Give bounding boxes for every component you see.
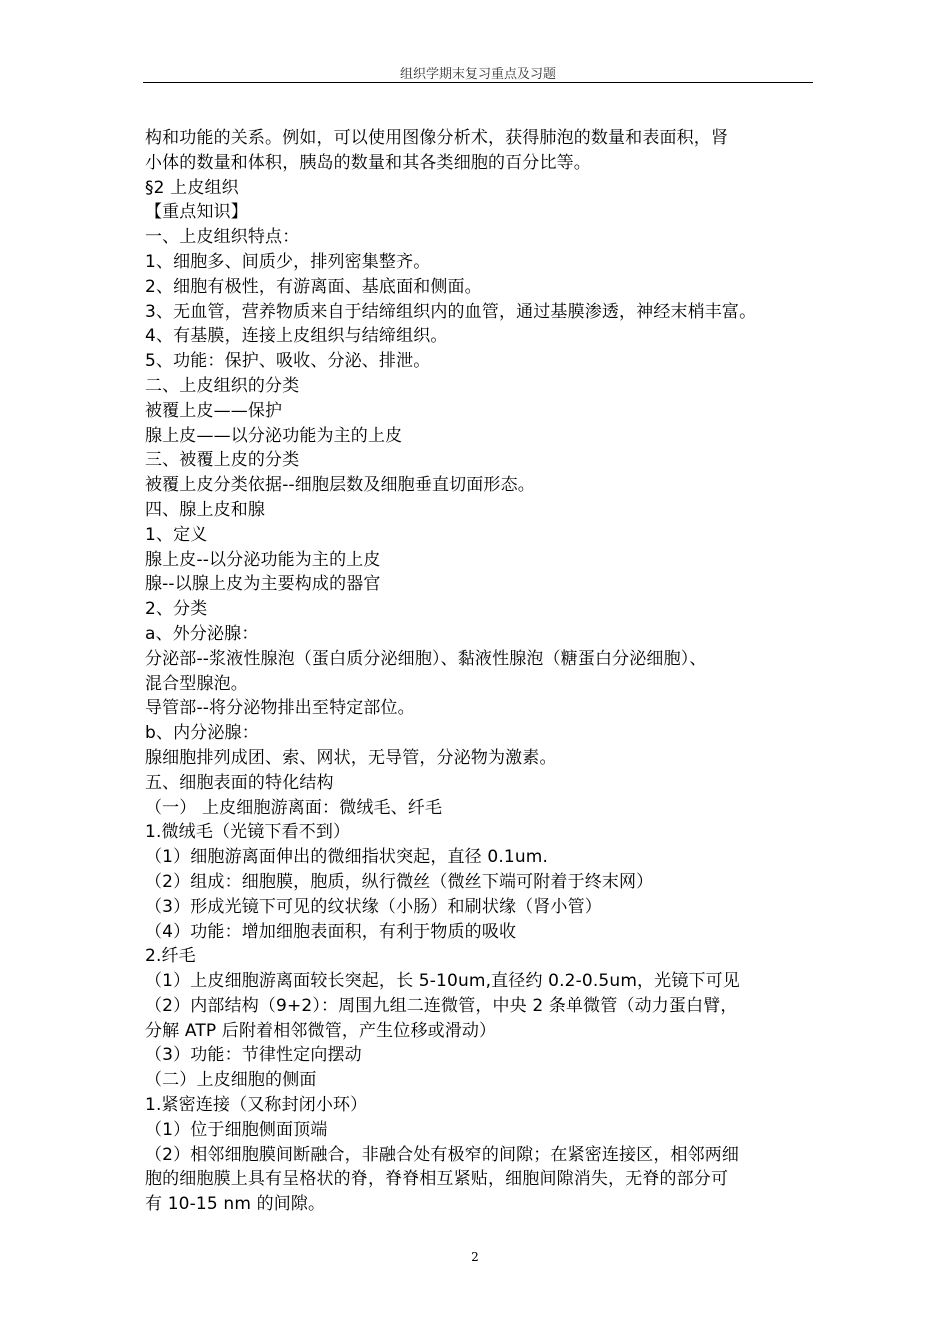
text-line: 1、细胞多、间质少，排列密集整齐。 <box>145 251 431 272</box>
text-line: 被覆上皮——保护 <box>145 400 283 421</box>
text-line: 2.纤毛 <box>145 946 196 967</box>
text-line: 一、上皮组织特点： <box>145 227 300 248</box>
text-line: 被覆上皮分类依据--细胞层数及细胞垂直切面形态。 <box>145 475 535 496</box>
text-line: 胞的细胞膜上具有呈格状的脊，脊脊相互紧贴，细胞间隙消失，无脊的部分可 <box>145 1169 729 1190</box>
page-header: 组织学期末复习重点及习题 <box>399 67 556 82</box>
text-line: 导管部--将分泌物排出至特定部位。 <box>145 698 415 719</box>
text-line: （1）上皮细胞游离面较长突起，长 5-10um,直径约 0.2-0.5um，光镜下可见 <box>145 971 740 992</box>
text-line: 分泌部--浆液性腺泡（蛋白质分泌细胞）、黏液性腺泡（糖蛋白分泌细胞）、 <box>145 648 707 669</box>
text-line: 二、上皮组织的分类 <box>145 375 300 396</box>
text-line: a、外分泌腺： <box>145 623 259 644</box>
text-line: 4、有基膜，连接上皮组织与结缔组织。 <box>145 326 448 347</box>
text-line: 2、分类 <box>145 599 208 620</box>
text-line: 混合型腺泡。 <box>145 673 248 694</box>
text-line: 构和功能的关系。例如，可以使用图像分析术，获得肺泡的数量和表面积，肾 <box>145 128 729 148</box>
text-line: 腺上皮--以分泌功能为主的上皮 <box>145 549 381 570</box>
text-line: （1）细胞游离面伸出的微细指状突起，直径 0.1um. <box>145 847 549 868</box>
text-line: （二）上皮细胞的侧面 <box>145 1070 317 1091</box>
text-line: 1、定义 <box>145 524 208 545</box>
text-line: b、内分泌腺： <box>145 723 259 744</box>
text-line: （2）组成：细胞膜，胞质，纵行微丝（微丝下端可附着于终末网） <box>145 871 654 892</box>
text-line: （2）内部结构（9+2）：周围九组二连微管，中央 2 条单微管（动力蛋白臂， <box>145 995 738 1016</box>
text-line: 腺细胞排列成团、索、网状，无导管，分泌物为激素。 <box>145 747 557 768</box>
text-line: （4）功能：增加细胞表面积，有利于物质的吸收 <box>145 921 517 942</box>
text-line: 1.微绒毛（光镜下看不到） <box>145 822 351 843</box>
text-line: （3）形成光镜下可见的纹状缘（小肠）和刷状缘（肾小管） <box>145 896 602 917</box>
text-line: 三、被覆上皮的分类 <box>145 450 300 471</box>
text-line: 3、无血管，营养物质来自于结缔组织内的血管，通过基膜渗透，神经末梢丰富。 <box>145 301 757 322</box>
text-line: （3）功能：节律性定向摆动 <box>145 1045 362 1066</box>
section-heading: §2 上皮组织 <box>145 177 239 198</box>
page-number: 2 <box>471 1250 479 1264</box>
text-line: （1）位于细胞侧面顶端 <box>145 1119 328 1140</box>
text-line: 1.紧密连接（又称封闭小环） <box>145 1095 368 1116</box>
text-line: 2、细胞有极性，有游离面、基底面和侧面。 <box>145 276 482 297</box>
text-line: 分解 ATP 后附着相邻微管，产生位移或滑动） <box>145 1020 497 1041</box>
text-line: 小体的数量和体积，胰岛的数量和其各类细胞的百分比等。 <box>145 152 591 173</box>
document-body <box>145 126 825 1217</box>
text-line: （2）相邻细胞膜间断融合，非融合处有极窄的间隙；在紧密连接区，相邻两细 <box>145 1144 740 1165</box>
header-divider <box>143 82 813 83</box>
text-line: 腺--以腺上皮为主要构成的器官 <box>145 574 381 595</box>
text-line: 5、功能：保护、吸收、分泌、排泄。 <box>145 351 431 372</box>
text-line: 五、细胞表面的特化结构 <box>145 772 334 793</box>
text-line: （一） 上皮细胞游离面：微绒毛、纤毛 <box>145 797 443 818</box>
text-line: 腺上皮——以分泌功能为主的上皮 <box>145 425 403 446</box>
text-line: 四、腺上皮和腺 <box>145 499 266 520</box>
text-line: 【重点知识】 <box>145 202 248 223</box>
text-line: 有 10-15 nm 的间隙。 <box>145 1194 326 1215</box>
